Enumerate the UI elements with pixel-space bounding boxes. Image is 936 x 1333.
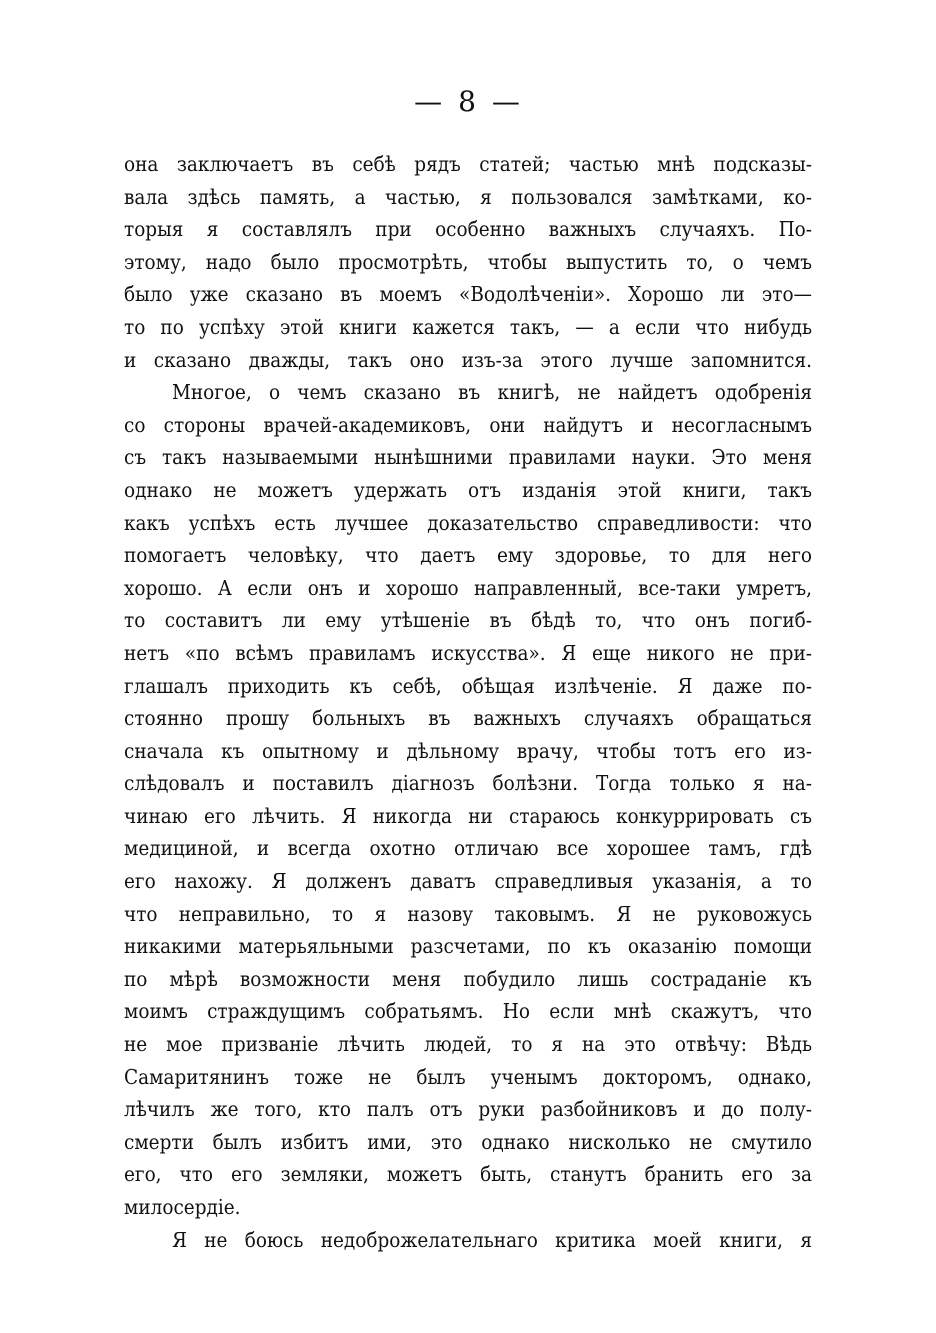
text-line: то составитъ ли ему утѣшеніе въ бѣдѣ то, что онъ погиб- (124, 608, 812, 633)
text-line: не мое призваніе лѣчить людей, то я на это отвѣчу: Вѣдь (124, 1032, 812, 1057)
paragraph-start-line: Я не боюсь недоброжелательнаго критика моей книги, я (172, 1227, 812, 1252)
text-line: однако не можетъ удержать отъ изданія этой книги, такъ (124, 477, 812, 502)
paragraph-end-line: милосердіе. (124, 1195, 241, 1219)
page-number: 8 (458, 85, 478, 118)
text-line: то по успѣху этой книги кажется такъ, — а если что нибудь (124, 314, 812, 339)
text-line: никакими матерьяльными разсчетами, по къ оказанію помощи (124, 934, 812, 959)
text-line: вала здѣсь память, а частью, я пользовался замѣтками, ко- (124, 184, 812, 209)
text-line: слѣдовалъ и поставилъ діагнозъ болѣзни. Тогда только я на- (124, 771, 812, 796)
text-line: было уже сказано въ моемъ «Водолѣченіи». Хорошо ли это— (124, 282, 812, 307)
text-line: глашалъ приходить къ себѣ, обѣщая излѣченіе. Я даже по- (124, 673, 812, 698)
body-text (124, 148, 812, 1256)
text-line: медициной, и всегда охотно отличаю все хорошее тамъ, гдѣ (124, 836, 812, 861)
text-line: смерти былъ избитъ ими, это однако нисколько не смутило (124, 1129, 812, 1154)
text-line: хорошо. А если онъ и хорошо направленный, все-таки умретъ, (124, 575, 812, 600)
text-line: лѣчилъ же того, кто палъ отъ руки разбойниковъ и до полу- (124, 1097, 812, 1122)
text-line: она заключаетъ въ себѣ рядъ статей; частью мнѣ подсказы- (124, 152, 812, 176)
text-line: торыя я составлялъ при особенно важныхъ случаяхъ. По- (124, 217, 812, 242)
page-number-header (0, 86, 936, 118)
text-line: помогаетъ человѣку, что даетъ ему здоровье, то для него (124, 543, 812, 568)
right-dash: — (491, 85, 522, 118)
text-line: моимъ страждущимъ собратьямъ. Но если мнѣ скажутъ, что (124, 999, 812, 1024)
text-line: Самаритянинъ тоже не былъ ученымъ докторомъ, однако, (124, 1064, 812, 1089)
text-line: его нахожу. Я долженъ даватъ справедливыя указанія, а то (124, 869, 812, 894)
text-line: какъ успѣхъ есть лучшее доказательство справедливости: что (124, 510, 812, 535)
text-line: что неправильно, то я назову таковымъ. Я не руковожусь (124, 901, 812, 926)
text-line: сначала къ опытному и дѣльному врачу, чтобы тотъ его из- (124, 738, 812, 763)
text-line: со стороны врачей-академиковъ, они найдутъ и несогласнымъ (124, 412, 812, 437)
text-line: и сказано дважды, такъ оно изъ-за этого лучше запомнится. (124, 347, 812, 372)
text-line: по мѣрѣ возможности меня побудило лишь состраданіе къ (124, 966, 812, 991)
text-line: этому, надо было просмотрѣть, чтобы выпустить то, о чемъ (124, 249, 812, 274)
text-line: нетъ «по всѣмъ правиламъ искусства». Я еще никого не при- (124, 640, 812, 665)
text-line: его, что его земляки, можетъ быть, станутъ бранить его за (124, 1162, 812, 1187)
text-line: стоянно прошу больныхъ въ важныхъ случаяхъ обращаться (124, 706, 812, 731)
paragraph-start-line: Многое, о чемъ сказано въ книгѣ, не найдетъ одобренія (172, 380, 812, 405)
left-dash: — (414, 85, 445, 118)
text-line: чинаю его лѣчить. Я никогда ни стараюсь конкуррировать съ (124, 803, 812, 828)
text-line: съ такъ называемыми нынѣшними правилами науки. Это меня (124, 445, 812, 470)
